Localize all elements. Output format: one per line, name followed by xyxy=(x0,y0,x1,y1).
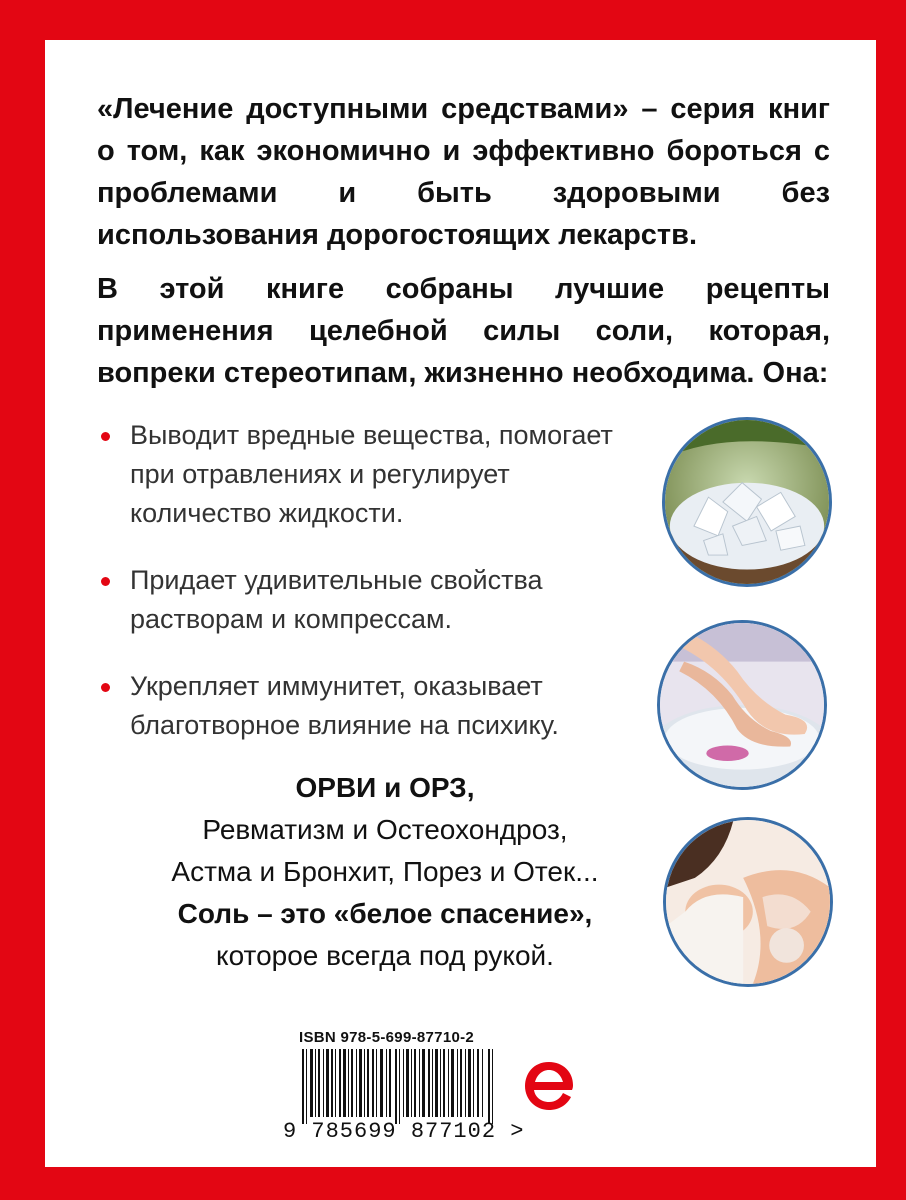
salt-crystals-photo xyxy=(662,417,832,587)
tagline: Соль – это «белое спасение», xyxy=(177,898,593,929)
book-description: В этой книге собраны лучшие рецепты применения целебной силы соли, которая, вопреки стереотипам, жизненно необходима. Она: xyxy=(97,273,830,389)
ailments-line: ОРВИ и ОРЗ, xyxy=(295,772,475,803)
benefits-list xyxy=(97,416,657,773)
list-item: Придает удивительные свойства растворам и компрессам. xyxy=(97,561,657,639)
ailments-block xyxy=(105,767,665,977)
barcode-number: 9 785699 877102 > xyxy=(283,1119,525,1144)
barcode xyxy=(300,1049,496,1124)
series-description: «Лечение доступными средствами» – серия книг о том, как экономично и эффективно бороться с проблемами и быть здоровыми без использования дорогостоящих лекарств. xyxy=(97,93,830,251)
list-item: Выводит вредные вещества, помогает при отравлениях и регулирует количество жидкости. xyxy=(97,416,657,533)
bullet-dot-icon xyxy=(101,683,110,692)
bullet-dot-icon xyxy=(101,432,110,441)
foot-bath-photo xyxy=(657,620,827,790)
salt-scrub-massage-photo xyxy=(663,817,833,987)
isbn-label: ISBN 978-5-699-87710-2 xyxy=(299,1029,475,1046)
publisher-logo-icon xyxy=(519,1056,579,1116)
ailments-line: Астма и Бронхит, Порез и Отек... xyxy=(171,856,599,887)
bullet-dot-icon xyxy=(101,577,110,586)
list-item: Укрепляет иммунитет, оказывает благотворное влияние на психику. xyxy=(97,667,657,745)
tagline-continued: которое всегда под рукой. xyxy=(216,940,554,971)
ailments-line: Ревматизм и Остеохондроз, xyxy=(202,814,568,845)
back-cover xyxy=(45,40,876,1167)
